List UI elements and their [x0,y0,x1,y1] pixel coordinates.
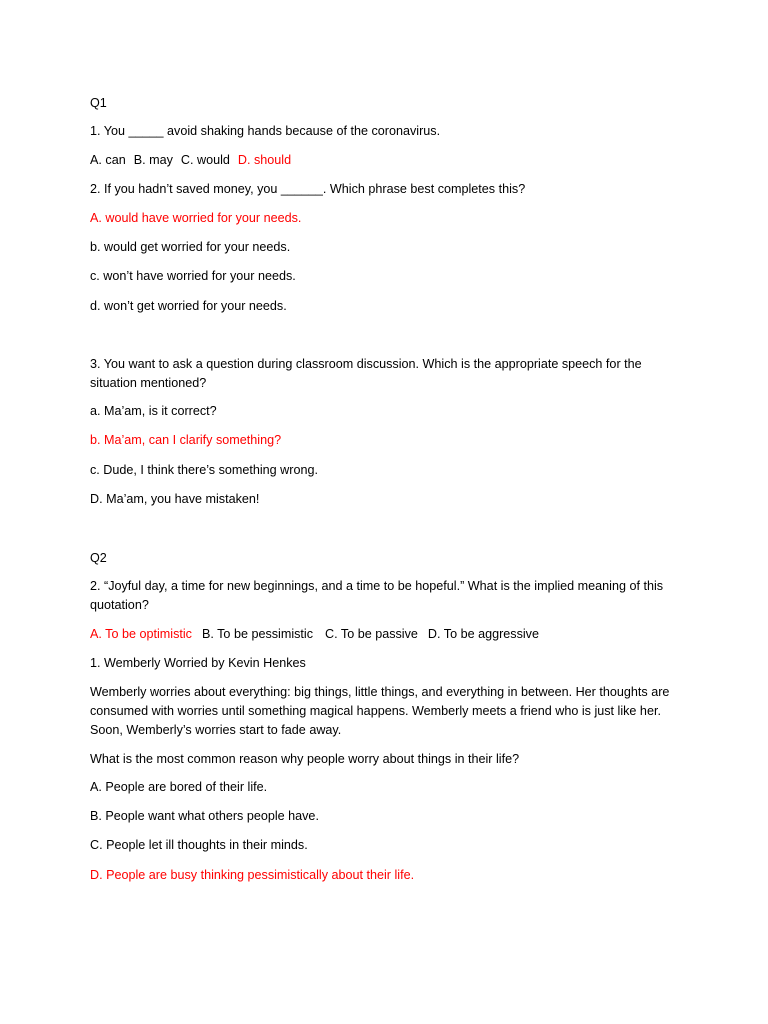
q2-question-1-choice-a: A. People are bored of their life. [90,780,268,794]
choice-b: B. To be pessimistic [201,627,314,641]
choice-b: B. may [133,153,173,167]
section-heading-q2: Q2 [90,551,107,565]
choice-a-answer: A. To be optimistic [90,627,192,641]
q1-question-2-choice-d: d. won’t get worried for your needs. [90,299,287,313]
choice-a: A. can [90,153,126,167]
choice-d: D. To be aggressive [427,627,539,641]
q2-question-1-choice-d-answer: D. People are busy thinking pessimistically about their life. [90,868,415,882]
q2-question-2-choices [90,625,539,644]
q1-question-3-choice-d: D. Ma’am, you have mistaken! [90,492,260,506]
q2-question-1: What is the most common reason why people worry about things in their life? [90,752,520,766]
q2-question-2: 2. “Joyful day, a time for new beginnings, and a time to be hopeful.” What is the implied meaning of this quotation? [90,579,664,612]
q2-passage-text: Wemberly worries about everything: big things, little things, and everything in between. Her thoughts are consumed with worries until something magical happens. Wemberly meets a friend who is just like her. Soon, Wemberly’s worries start to fade away. [90,685,670,737]
section-heading-q1: Q1 [90,96,107,110]
q1-question-2: 2. If you hadn’t saved money, you ______. Which phrase best completes this? [90,182,526,196]
choice-c: C. would [180,153,230,167]
q2-passage-title: 1. Wemberly Worried by Kevin Henkes [90,656,306,670]
q1-question-2-choice-a-answer: A. would have worried for your needs. [90,211,302,225]
q1-question-2-choice-c: c. won’t have worried for your needs. [90,269,296,283]
q1-question-3-choice-a: a. Ma’am, is it correct? [90,404,217,418]
q1-question-1-choices [90,151,291,170]
q1-question-2-choice-b: b. would get worried for your needs. [90,240,291,254]
q1-question-3: 3. You want to ask a question during classroom discussion. Which is the appropriate speech for the situation mentioned? [90,357,642,390]
q2-question-1-choice-b: B. People want what others people have. [90,809,319,823]
choice-d-answer: D. should [237,153,292,167]
document-page [90,0,690,1024]
q1-question-3-choice-c: c. Dude, I think there’s something wrong. [90,463,318,477]
choice-c: C. To be passive [325,627,418,641]
q1-question-1: 1. You _____ avoid shaking hands because of the coronavirus. [90,124,441,138]
q2-question-1-choice-c: C. People let ill thoughts in their minds. [90,838,308,852]
q1-question-3-choice-b-answer: b. Ma’am, can I clarify something? [90,433,282,447]
